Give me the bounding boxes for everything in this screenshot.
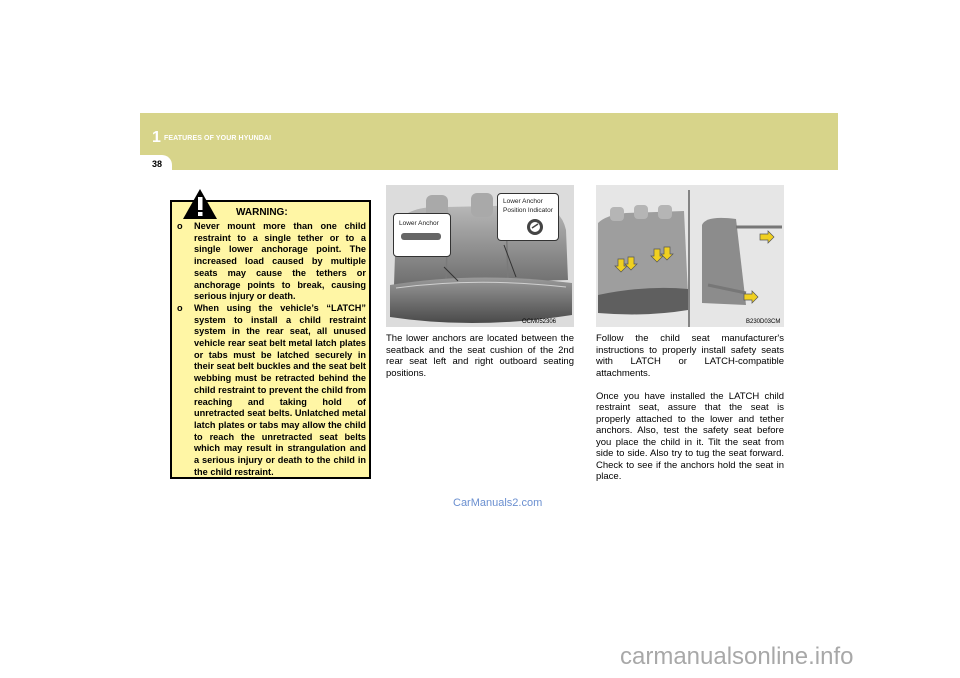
latch-illustration xyxy=(596,185,784,327)
indicator-label-line2: Position Indicator xyxy=(503,207,553,214)
instruction-paragraph: Once you have installed the LATCH child restraint seat, assure that the seat is properly attached to the lower and tether anchors. Also, test the safety seat before you place the child in it. Tilt the seat from side to side. Also try to tug the seat forward. Check to see if the anchors hold the seat in place. xyxy=(596,390,784,482)
lower-anchor-description: The lower anchors are located between the seatback and the seat cushion of the 2nd rear seat left and right outboard seating positions. xyxy=(386,333,574,379)
indicator-label-line1: Lower Anchor xyxy=(503,198,543,205)
warning-bullet: o xyxy=(177,302,183,313)
latch-attachment-figure xyxy=(596,185,784,327)
figure-code-right: B230D03CM xyxy=(746,319,781,325)
chapter-number: 1 xyxy=(152,129,161,146)
warning-item-text: Never mount more than one child restraint to a single tether or to a single lower anchorage point. The increased load caused by multiple seats may cause the tethers or anchorage points to break, causing serious injury or death. xyxy=(194,221,366,302)
warning-bullet: o xyxy=(177,221,183,231)
anchor-bar-icon xyxy=(399,227,445,245)
instruction-paragraph: Follow the child seat manufacturer's instructions to properly install safety seats with LATCH or LATCH-compatible attachments. xyxy=(596,333,784,379)
warning-item xyxy=(174,303,366,479)
warning-item xyxy=(174,221,366,303)
watermark-link[interactable]: CarManuals2.com xyxy=(453,497,543,509)
lower-anchor-callout xyxy=(393,213,451,257)
child-seat-symbol-icon xyxy=(503,215,553,239)
lower-anchor-label: Lower Anchor xyxy=(399,220,439,227)
page-number: 38 xyxy=(152,159,163,169)
exclamation-icon xyxy=(182,188,218,220)
latch-instructions xyxy=(596,333,784,494)
chapter-title: FEATURES OF YOUR HYUNDAI xyxy=(164,135,272,142)
warning-list xyxy=(174,221,366,478)
watermark-site: carmanualsonline.info xyxy=(620,643,854,670)
warning-title: WARNING: xyxy=(236,207,288,218)
anchor-position-indicator-callout xyxy=(497,193,559,241)
figure-code-left: OCM052306 xyxy=(522,319,557,325)
warning-item-text: When using the vehicle’s “LATCH” system to install a child restraint system in the rear seat, all unused vehicle rear seat belt metal latch plates or tabs must be latched securely in their seat belt buckles and the seat belt webbing must be retracted behind the child restraint to prevent the child from reaching and taking hold of unretracted seat belts. Unlatched metal latch plates or tabs may allow the child to reach the unretracted seat belts which may result in strangulation and a serious injury or death to the child in the child restraint. xyxy=(194,302,366,477)
